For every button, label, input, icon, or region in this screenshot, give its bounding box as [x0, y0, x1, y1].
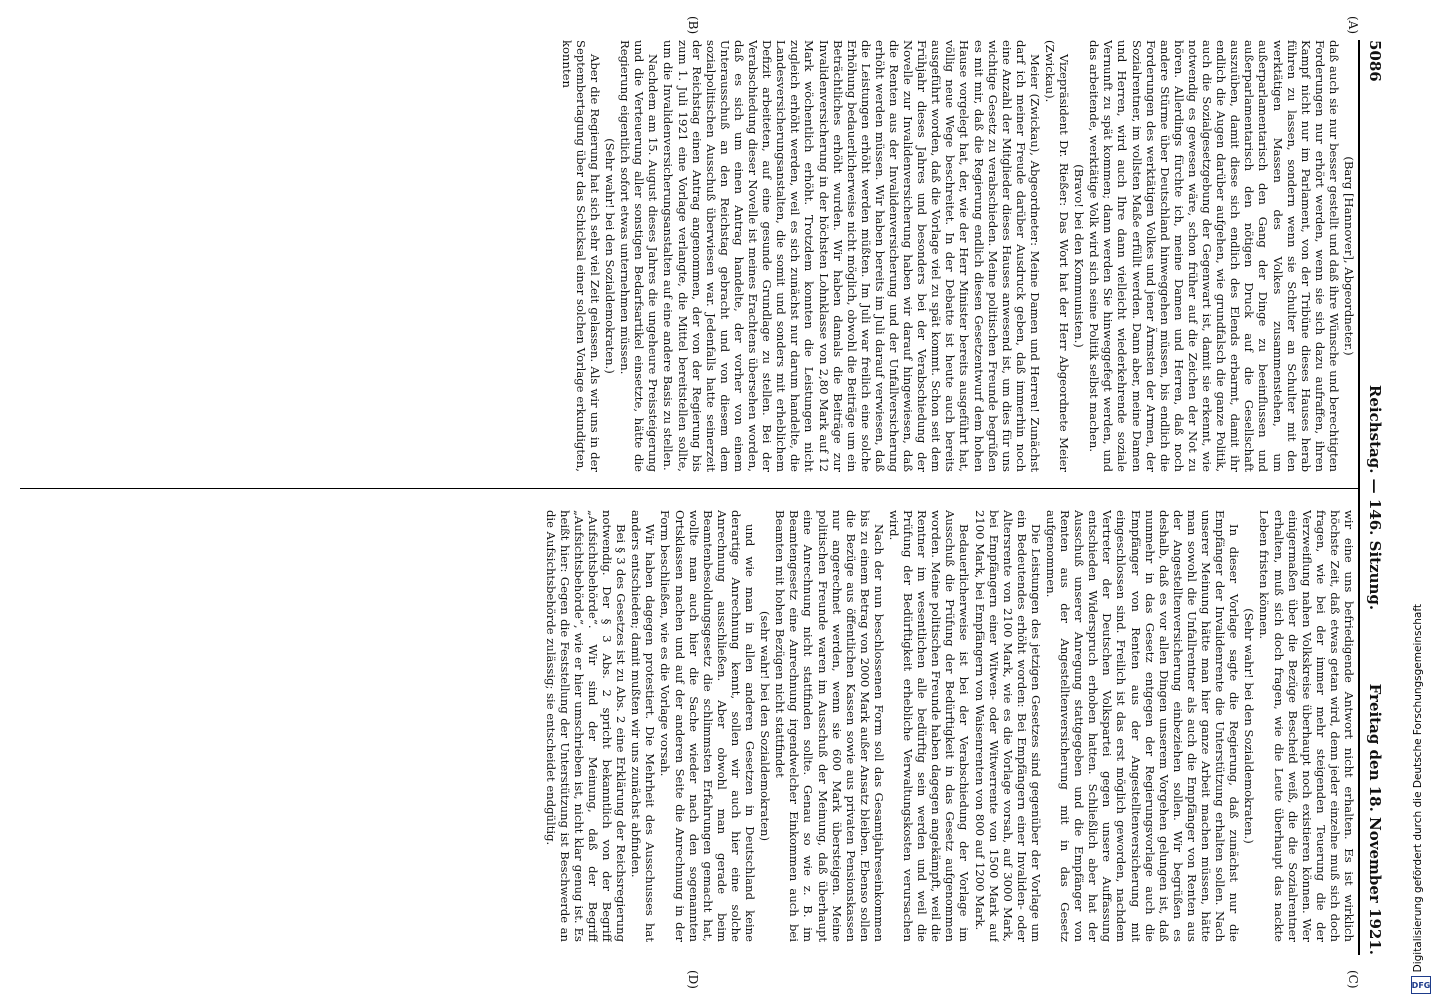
paragraph: In dieser Vorlage sagte die Regierung, daß zunächst nur die Empfänger der Invalidenrente die Unterstützung erhalten sollen. Nach unserer Meinung hätte man hier ganze Arbeit machen müssen, hätte man sowohl die Unfallrentner als auch die Empfänger von Renten aus der Angestelltenversicherung einbeziehen sollen. Wir begrüßen es deshalb, daß es vor allen Dingen unserem Vorgehen gelungen ist, daß nunmehr in das Gesetz entgegen der Regierungsvorlage auch die Empfänger von Renten aus der Angestelltenversicherung mit eingeschlossen sind. Freilich ist das erst möglich geworden, nachdem Vertreter der Deutschen Volkspartei gegen unsere Auffassung entschieden Widerspruch erhoben hatten. Schließlich aber hat der Ausschuß unserer Anregung stattgegeben und die Empfänger von Renten aus der Angestelltenversicherung mit in das Gesetz aufgenommen. — [1044, 510, 1242, 942]
margin-marker-c: (C) — [1346, 970, 1360, 989]
header-date: Freitag den 18. November 1921. — [1366, 683, 1384, 955]
paragraph: Die Leistungen des jetzigen Gesetzes sind gegenüber der Vorlage um ein Bedeutendes erhöht worden: Bei Empfängern einer Invaliden- oder Altersrente von 2100 Mark, wie es die Vorlage vorsah, auf 3000 Mark, bei Empfängern einer Witwen- oder Witwerrente von 1500 Mark auf 2100 Mark, bei Empfängern von Waisenrenten von 800 auf 1200 Mark. — [972, 510, 1043, 942]
paragraph: (Sehr wahr! bei den Sozialdemokraten.) — [603, 138, 618, 374]
paragraph: (Barg [Hannover], Abgeordneter.) — [1342, 156, 1356, 356]
paragraph: Wir haben dagegen protestiert. Die Mehrheit des Ausschusses hat anders entschieden; damit mußten wir uns zunächst abfinden. — [629, 510, 658, 942]
funding-credit: Digitalisierung gefördert durch die Deutsche Forschungsgemeinschaft — [1412, 603, 1424, 972]
paragraph: (Sehr wahr! bei den Sozialdemokraten.) — [1242, 608, 1257, 844]
header-title: Reichstag. — 146. Sitzung. — [1366, 384, 1384, 611]
paragraph: (Bravo! bei den Kommunisten.) — [1072, 164, 1087, 348]
paragraph: Aber die Regierung hat sich sehr viel Zeit gelassen. Als wir uns in der Septembertagung über das Schicksal einer solchen Vorlage erkundigten, konnten — [559, 40, 603, 472]
paragraph: Nach der nun beschlossenen Form soll das Gesamtjahreseinkommen bis zu einem Betrag von 2000 Mark außer Ansatz bleiben. Ebenso sollen die Bezüge aus öffentlichen Kassen sowie aus privaten Pensionskassen nur angerechnet werden, wenn sie 600 Mark übersteigen. Meine politischen Freunde waren im Ausschuß der Meinung, daß überhaupt eine Anrechnung nicht stattfinden sollte. Genau so wie z. B. im Beamtengesetz eine Anrechnung irgendwelcher Einkommen auch bei Beamten mit hohen Bezügen nicht stattfindet — [773, 510, 886, 942]
paragraph: daß auch sie nur besser gestellt und daß ihre Wünsche und berechtigten Forderungen nur erhört werden, wenn sie sich dazu aufraffen, ihren Kampf nicht nur im Parlament, von der Tribüne dieses Hauses herab führen zu lassen, sondern wenn sie Schulter an Schulter mit den werktätigen Massen des Volkes zusammenstehen, um außerparlamentarisch den Gang der Dinge zu beeinflussen und außerparlamentarisch den nötigen Druck auf die Gesellschaft auszuüben, damit diese sich endlich des Elends erbarmt, damit ihr endlich die Augen darüber aufgehen, wie grundfalsch die ganze Politik, auch die Sozialgesetzgebung der Gegenwart ist, damit sie erkennt, wie notwendig es gewesen wäre, schon früher auf die Zeichen der Not zu hören. Allerdings fürchte ich, meine Damen und Herren, daß noch andere Stürme über Deutschland hinweggehen müssen, bis endlich die Forderungen des werktätigen Volkes und jener Ärmsten der Armen, der Sozialrentner, im vollsten Maße erfüllt werden. Dann aber, meine Damen und Herren, wird auch Ihre dann vielleicht wiederkehrende soziale Vernunft zu spät kommen; dann werden Sie hinweggefegt werden, und das arbeitende, werktätige Volk wird sich seine Politik selbst machen. — [1087, 40, 1341, 472]
paragraph: Bedauerlicherweise ist bei der Verabschiedung der Vorlage im Ausschuß die Prüfung der Bedürftigkeit in das Gesetz aufgenommen worden. Meine politischen Freunde haben dagegen angekämpft, weil die Rentner im wesentlichen alle bedürftig sein werden und weil die Prüfung der Bedürftigkeit erhebliche Verwaltungskosten verursachen wird. — [887, 510, 972, 942]
margin-marker-b: (B) — [686, 16, 700, 35]
paragraph: Bei § 3 des Gesetzes ist zu Abs. 2 eine Erklärung der Reichsregierung notwendig. Der § 3 Abs. 2 spricht bekanntlich von der Begriff „Aufsichtsbehörde“. Wir sind der Meinung, daß der Begriff „Aufsichtsbehörde“, wie er hier umschrieben ist, nicht klar genug ist. Es heißt hier: Gegen die Feststellung der Unterstützung ist Beschwerde an die Aufsichtsbehörde zulässig; sie entscheidet endgültig. — [543, 510, 629, 942]
margin-marker-d: (D) — [686, 970, 700, 989]
dfg-logo: DFG — [1411, 976, 1431, 994]
page-header — [1358, 40, 1386, 955]
paragraph: und wie man in allen anderen Gesetzen in Deutschland keine derartige Anrechnung kennt, sollen wir auch hier eine solche Anrechnung ausschließen. Aber obwohl man gerade beim Beamtenbesoldungsgesetz die schlimmsten Erfahrungen gemacht hat, wollte man auch hier die Sache wieder nach den sogenannten Ortsklassen machen und auf der anderen Seite die Anrechnung in der Form beschließen, wie es die Vorlage vorsah. — [658, 510, 758, 942]
paragraph: Nachdem am 15. August dieses Jahres die ungeheure Preissteigerung und die Verteuerung aller sonstigen Bedarfsartikel einsetzte, hätte die Regierung eigentlich sofort etwas unternehmen müssen. — [618, 40, 661, 472]
margin-marker-a: (A) — [1346, 16, 1360, 35]
left-column — [20, 40, 1356, 472]
paragraph: (sehr wahr! bei den Sozialdemokraten) — [758, 611, 773, 841]
paragraph: wir eine uns befriedigende Antwort nicht erhalten. Es ist wirklich höchste Zeit, daß etwas getan wird, denn jeder einzelne muß sich doch fragen, wie bei der immer mehr steigenden Teuerung die der Verzweiflung nahen Volkskreise überhaupt noch existieren können. Wer einigermaßen über die Bezüge Bescheid weiß, die die Sozialrentner erhalten, muß sich doch fragen, wie die Leute überhaupt das nackte Leben fristen können. — [1257, 510, 1356, 942]
scan-footer — [1406, 0, 1434, 1000]
right-column — [20, 510, 1356, 942]
paragraph: Meier (Zwickau), Abgeordneter: Meine Damen und Herren! Zunächst darf ich meiner Freude darüber Ausdruck geben, daß immerhin noch eine Anzahl der Mitglieder dieses Hauses anwesend ist, um dies für uns wichtige Gesetz zu verabschieden. Meine politischen Freunde begrüßen es mit mir, daß die Regierung endlich diesen Gesetzentwurf dem hohen Hause vorgelegt hat, der, wie der Herr Minister bereits ausgeführt hat, völlig neue Wege beschreitet. In der Debatte ist heute auch bereits ausgeführt worden, daß die Vorlage viel zu spät kommt. Schon seit dem Frühjahr dieses Jahres und besonders bei der Verabschiedung der Novelle zur Invalidenversicherung haben wir darauf hingewiesen, daß die Renten aus der Invalidenversicherung und der Unfallversicherung erhöht werden müssen. Wir haben bereits im Juli darauf verwiesen, daß die Leistungen erhöht werden müßten. Im Juli war freilich eine solche Erhöhung bedauerlicherweise nicht möglich, obwohl die Beiträge um ein Beträchtliches erhöht wurden. Wir haben damals die Beiträge zur Invalidenversicherung in der höchsten Lohnklasse von 2,80 Mark auf 12 Mark wöchentlich erhöht. Trotzdem konnten die Leistungen nicht zugleich erhöht werden, weil es sich zunächst nur darum handelte, die Landesversicherungsanstalten, die somit und sonders mit erheblichem Defizit arbeiteten, auf eine gesunde Grundlage zu stellen. Bei der Verabschiedung dieser Novelle ist meines Erachtens übersehen worden, daß es sich um einen Antrag handelte, der vorher von einem Unterausschuß an den Reichstag gebracht und von diesem dem sozialpolitischen Ausschuß überwiesen war. Jedenfalls hatte seinerzeit der Reichstag einen Antrag angenommen, der von der Regierung bis zum 1. Juli 1921 eine Vorlage verlangte, die Mittel bereitstellen sollte, um die Invalidenversicherungsanstalten auf eine andere Basis zu stellen. — [661, 40, 1042, 472]
column-divider — [20, 488, 1360, 489]
paragraph: Vizepräsident Dr. Rießer: Das Wort hat der Herr Abgeordnete Meier (Zwickau). — [1043, 40, 1072, 472]
page-number: 5086 — [1366, 40, 1384, 82]
